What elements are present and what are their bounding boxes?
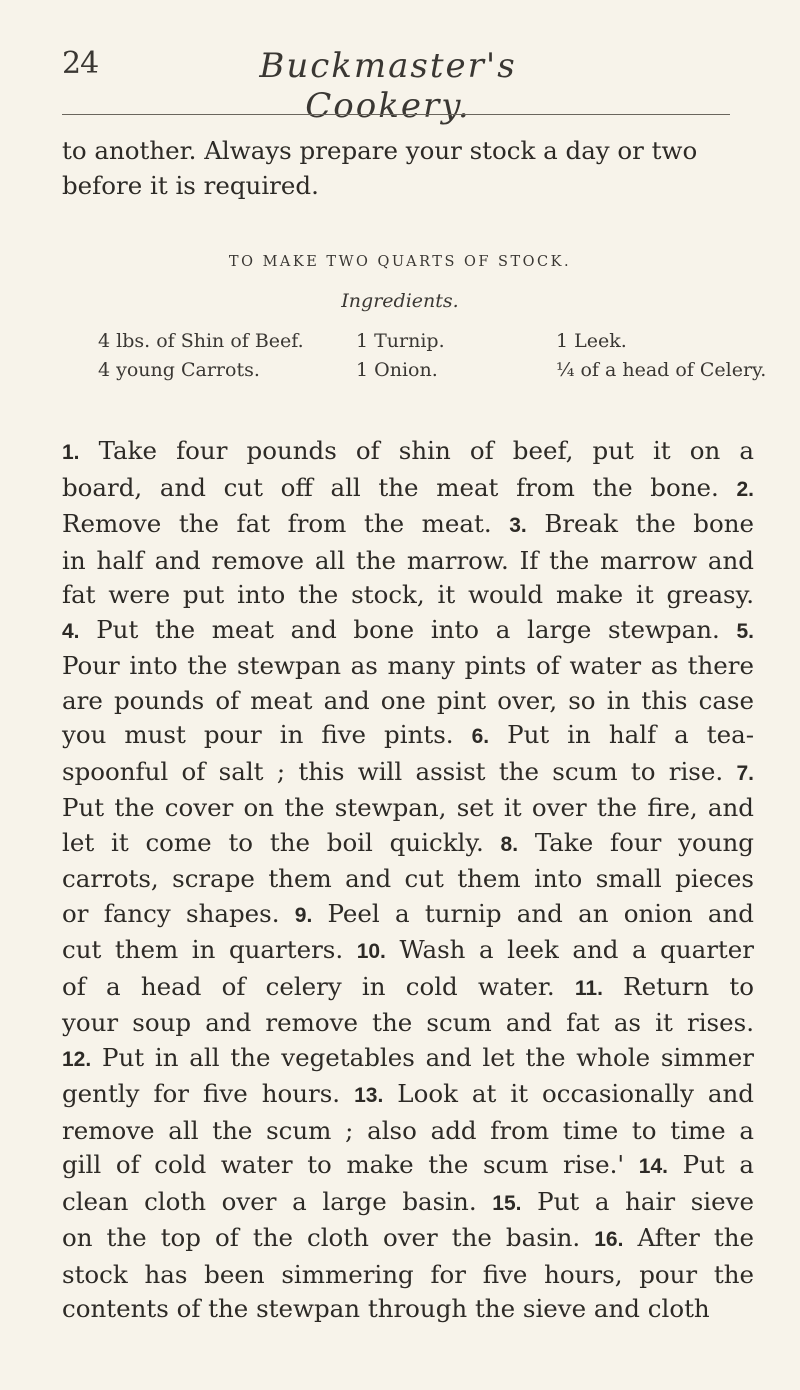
method-line: [62, 897, 754, 934]
step-number: 3.: [509, 514, 527, 537]
running-title: Buckmaster's Cookery.: [259, 46, 517, 126]
step-text: Look at it occasionally and: [383, 1079, 754, 1108]
method-line: [62, 544, 754, 579]
ingredient-item: 1 Onion.: [356, 359, 438, 381]
step-text: you must pour in five pints.: [62, 720, 472, 749]
step-text: Break the bone: [526, 509, 754, 538]
ingredient-item: ¼ of a head of Celery.: [556, 359, 767, 381]
step-number: 1.: [62, 441, 80, 464]
page-number: 24: [62, 46, 99, 81]
method-line: [62, 1006, 754, 1041]
intro-paragraph: [62, 134, 754, 203]
ingredient-item: 1 Leek.: [556, 330, 627, 352]
step-text: Take four young: [518, 827, 754, 857]
step-text: Put a hair sieve: [521, 1186, 754, 1216]
step-text: gently for five hours.: [62, 1079, 355, 1108]
method-line: [62, 434, 754, 471]
method-line: [62, 933, 754, 970]
method-line: [62, 970, 754, 1007]
method-line: [62, 791, 754, 826]
step-text: Put the meat and bone into a large stewpan.: [79, 614, 737, 644]
method-steps: [62, 434, 754, 1327]
step-text: After the: [623, 1223, 754, 1252]
header-rule: [62, 114, 730, 115]
step-text: Put a: [668, 1150, 755, 1179]
step-text: contents of the stewpan through the sieve and cloth: [62, 1294, 710, 1323]
step-number: 10.: [356, 940, 386, 963]
ingredients-heading: Ingredients.: [341, 290, 459, 312]
page-header: [0, 46, 800, 126]
step-text: in half and remove all the marrow. If the marrow and: [62, 545, 754, 575]
intro-line: to another. Always prepare your stock a day or two: [62, 136, 698, 165]
step-number: 11.: [574, 976, 603, 1000]
method-line: [62, 862, 754, 897]
step-text: gill of cold water to make the scum rise.': [62, 1150, 639, 1179]
step-number: 5.: [736, 619, 754, 643]
step-text: spoonful of salt ; this will assist the scum to rise.: [62, 756, 737, 786]
recipe-title: TO MAKE TWO QUARTS OF STOCK.: [228, 254, 572, 270]
step-number: 13.: [354, 1084, 384, 1107]
step-text: Remove the fat from the meat.: [62, 509, 510, 538]
method-line: [62, 1114, 754, 1149]
step-text: your soup and remove the scum and fat as it rises.: [62, 1008, 754, 1037]
method-line: [62, 1221, 754, 1258]
ingredient-row: [0, 330, 800, 358]
step-text: fat were put into the stock, it would make it greasy.: [62, 580, 754, 609]
method-line: [62, 1041, 754, 1078]
step-text: Wash a leek and a quarter: [385, 935, 754, 964]
method-line: [62, 507, 754, 544]
step-text: clean cloth over a large basin.: [62, 1186, 493, 1216]
ingredient-row: [0, 359, 800, 387]
method-line: [62, 1292, 754, 1327]
step-text: stock has been simmering for five hours, pour the: [62, 1259, 754, 1289]
method-line: [62, 684, 754, 719]
step-text: Put in half a tea-: [489, 720, 754, 749]
step-number: 12.: [62, 1047, 92, 1071]
step-text: carrots, scrape them and cut them into small pieces: [62, 864, 754, 893]
method-line: [62, 1258, 754, 1293]
method-line: [62, 755, 754, 792]
step-text: on the top of the cloth over the basin.: [62, 1223, 595, 1252]
method-line: [62, 1077, 754, 1114]
method-line: [62, 1148, 754, 1185]
method-line: [62, 578, 754, 613]
step-text: Put in all the vegetables and let the whole simmer: [91, 1042, 754, 1072]
step-number: 2.: [736, 477, 754, 501]
intro-line: before it is required.: [62, 170, 319, 200]
step-text: cut them in quarters.: [62, 935, 357, 964]
step-text: remove all the scum ; also add from time to time a: [62, 1115, 754, 1145]
step-number: 14.: [638, 1155, 668, 1178]
step-text: Take four pounds of shin of beef, put it on a: [79, 436, 754, 465]
step-number: 9.: [294, 903, 313, 927]
step-number: 16.: [594, 1228, 624, 1251]
step-text: Return to: [602, 971, 755, 1001]
ingredient-item: 4 young Carrots.: [98, 359, 260, 381]
ingredient-item: 4 lbs. of Shin of Beef.: [98, 330, 304, 352]
step-text: are pounds of meat and one pint over, so in this case: [62, 685, 754, 715]
step-text: of a head of celery in cold water.: [62, 971, 575, 1001]
method-line: [62, 1185, 754, 1222]
method-line: [62, 649, 754, 684]
step-text: board, and cut off all the meat from the bone.: [62, 472, 737, 502]
step-number: 8.: [500, 832, 519, 856]
step-number: 15.: [492, 1191, 522, 1215]
step-number: 6.: [471, 725, 490, 748]
step-text: Pour into the stewpan as many pints of water as there: [62, 651, 754, 680]
ingredient-item: 1 Turnip.: [356, 330, 445, 352]
step-number: 4.: [62, 619, 80, 643]
method-line: [62, 718, 754, 755]
step-text: let it come to the boil quickly.: [62, 827, 501, 857]
method-line: [62, 613, 754, 650]
step-text: Peel a turnip and an onion and: [312, 898, 754, 928]
step-number: 7.: [736, 761, 754, 785]
step-text: Put the cover on the stewpan, set it over the fire, and: [62, 793, 754, 822]
method-line: [62, 471, 754, 508]
method-line: [62, 826, 754, 863]
step-text: or fancy shapes.: [62, 898, 295, 928]
